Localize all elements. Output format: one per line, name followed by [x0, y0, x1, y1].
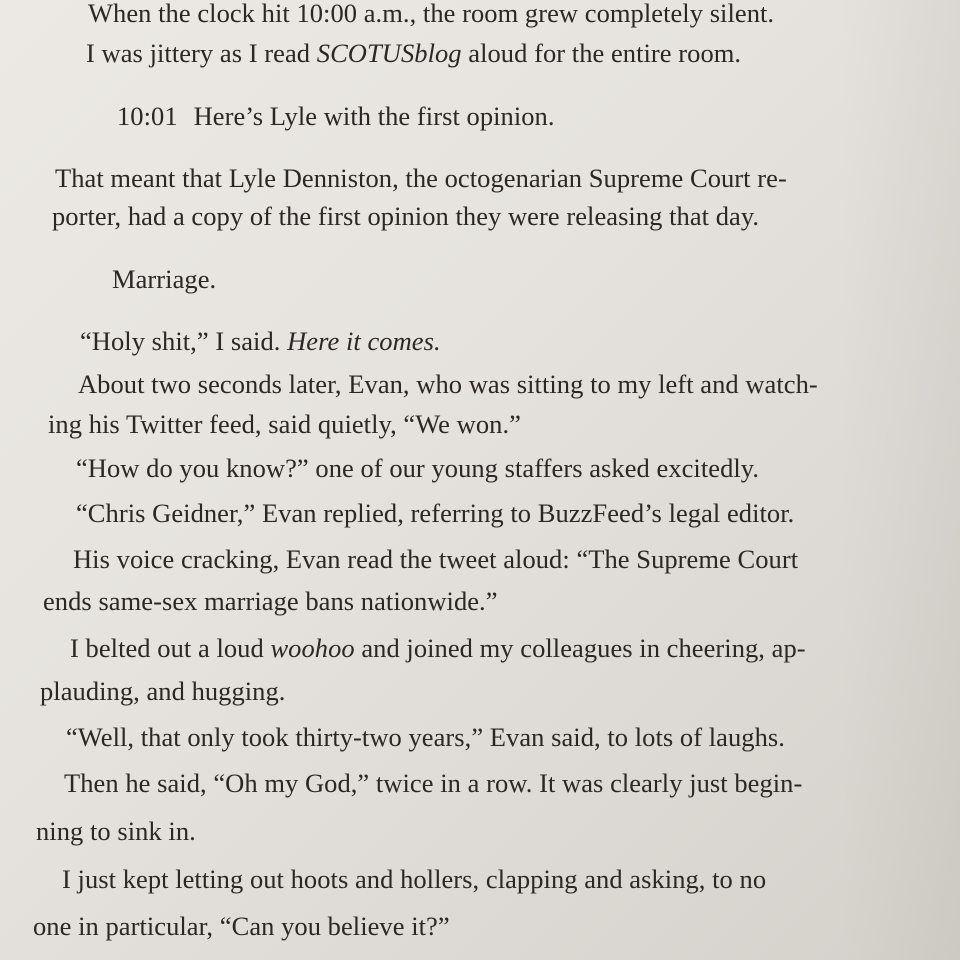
text-span: aloud for the entire room.	[461, 38, 742, 68]
text-span: “Well, that only took thirty-two years,” Evan said, to lots of laughs.	[66, 722, 785, 752]
text-span: His voice cracking, Evan read the tweet aloud: “The Supreme Court	[73, 544, 799, 574]
text-span: Marriage.	[112, 264, 217, 294]
text-line	[112, 266, 216, 293]
text-line	[62, 866, 766, 893]
page-curve-shadow	[840, 0, 960, 960]
text-span: and joined my colleagues in cheering, ap-	[354, 633, 806, 663]
text-line	[36, 818, 196, 845]
text-line	[80, 328, 441, 355]
text-line	[86, 40, 741, 67]
text-line	[76, 455, 759, 482]
text-span: ends same-sex marriage bans nationwide.”	[43, 586, 498, 616]
text-span: I just kept letting out hoots and hollers, clapping and asking, to no	[62, 864, 767, 894]
text-line	[52, 203, 759, 230]
text-span: “Holy shit,” I said.	[80, 326, 288, 356]
quote-text: Here’s Lyle with the first opinion.	[193, 101, 555, 131]
text-span: one in particular, “Can you believe it?”	[33, 911, 450, 941]
text-span: “Chris Geidner,” Evan replied, referring to BuzzFeed’s legal editor.	[76, 498, 795, 528]
text-span: “How do you know?” one of our young staffers asked excitedly.	[76, 453, 760, 483]
text-line	[73, 546, 798, 573]
text-line	[70, 635, 806, 662]
text-line	[40, 678, 285, 705]
text-span: That meant that Lyle Denniston, the octogenarian Supreme Court re-	[55, 163, 787, 193]
text-line	[43, 588, 498, 615]
blog-quote	[117, 103, 555, 130]
text-span: ning to sink in.	[36, 816, 196, 846]
text-line	[55, 165, 787, 192]
publication-title: SCOTUSblog	[316, 38, 462, 68]
text-span: porter, had a copy of the first opinion they were releasing that day.	[52, 201, 760, 231]
text-line	[78, 371, 818, 398]
text-span: I belted out a loud	[70, 633, 271, 663]
text-span: I was jittery as I read	[86, 38, 317, 68]
text-line	[48, 411, 521, 438]
text-line	[66, 724, 785, 751]
text-span: ing his Twitter feed, said quietly, “We won.”	[48, 409, 521, 439]
italic-text: woohoo	[270, 633, 355, 663]
text-span: plauding, and hugging.	[40, 676, 286, 706]
italic-text: Here it comes.	[287, 326, 441, 356]
text-span: When the clock hit 10:00 a.m., the room grew completely silent.	[88, 0, 775, 28]
text-line	[76, 500, 794, 527]
text-span: About two seconds later, Evan, who was sitting to my left and watch-	[78, 369, 818, 399]
text-line	[33, 913, 450, 940]
timestamp: 10:01	[117, 101, 178, 131]
text-span: Then he said, “Oh my God,” twice in a row. It was clearly just begin-	[64, 768, 803, 798]
text-line	[88, 0, 774, 27]
text-line	[64, 770, 802, 797]
